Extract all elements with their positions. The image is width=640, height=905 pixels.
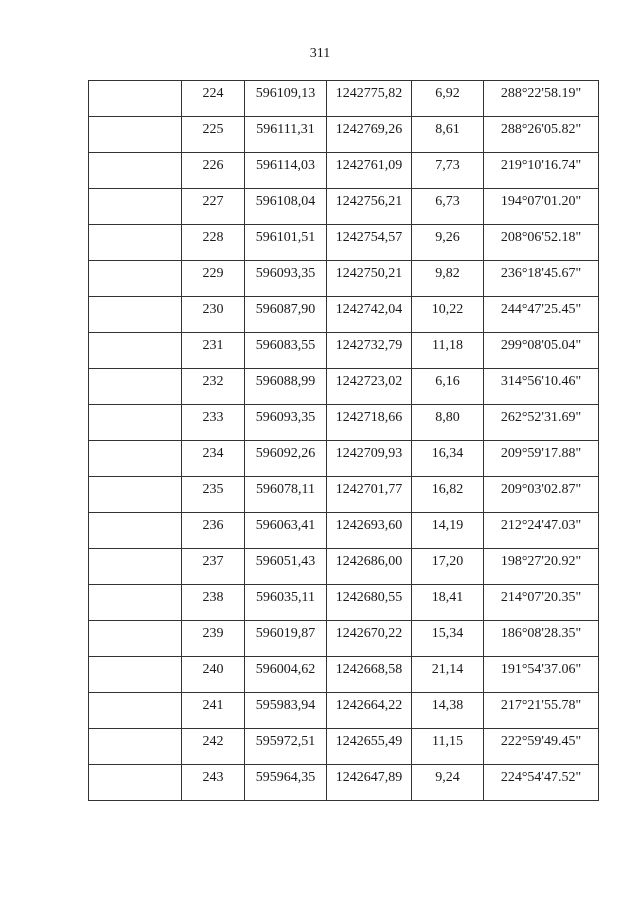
table-row xyxy=(89,441,599,477)
empty-cell xyxy=(89,477,182,513)
segment-length-cell: 16,34 xyxy=(412,441,484,477)
bearing-angle-cell: 288°26'05.82" xyxy=(484,117,599,153)
y-coordinate-cell: 1242709,93 xyxy=(327,441,412,477)
point-number-cell: 238 xyxy=(182,585,245,621)
point-number-cell: 234 xyxy=(182,441,245,477)
coordinates-table xyxy=(88,80,599,801)
y-coordinate-cell: 1242701,77 xyxy=(327,477,412,513)
point-number-cell: 228 xyxy=(182,225,245,261)
x-coordinate-cell: 596109,13 xyxy=(245,81,327,117)
y-coordinate-cell: 1242655,49 xyxy=(327,729,412,765)
table-row xyxy=(89,621,599,657)
y-coordinate-cell: 1242693,60 xyxy=(327,513,412,549)
point-number-cell: 235 xyxy=(182,477,245,513)
y-coordinate-cell: 1242761,09 xyxy=(327,153,412,189)
y-coordinate-cell: 1242742,04 xyxy=(327,297,412,333)
segment-length-cell: 9,26 xyxy=(412,225,484,261)
bearing-angle-cell: 219°10'16.74" xyxy=(484,153,599,189)
bearing-angle-cell: 314°56'10.46" xyxy=(484,369,599,405)
x-coordinate-cell: 596101,51 xyxy=(245,225,327,261)
bearing-angle-cell: 191°54'37.06" xyxy=(484,657,599,693)
empty-cell xyxy=(89,225,182,261)
empty-cell xyxy=(89,621,182,657)
empty-cell xyxy=(89,657,182,693)
empty-cell xyxy=(89,117,182,153)
table-row xyxy=(89,585,599,621)
point-number-cell: 237 xyxy=(182,549,245,585)
empty-cell xyxy=(89,765,182,801)
empty-cell xyxy=(89,297,182,333)
empty-cell xyxy=(89,729,182,765)
y-coordinate-cell: 1242756,21 xyxy=(327,189,412,225)
segment-length-cell: 6,16 xyxy=(412,369,484,405)
table-row xyxy=(89,189,599,225)
x-coordinate-cell: 596035,11 xyxy=(245,585,327,621)
y-coordinate-cell: 1242686,00 xyxy=(327,549,412,585)
x-coordinate-cell: 595964,35 xyxy=(245,765,327,801)
segment-length-cell: 10,22 xyxy=(412,297,484,333)
y-coordinate-cell: 1242754,57 xyxy=(327,225,412,261)
y-coordinate-cell: 1242664,22 xyxy=(327,693,412,729)
empty-cell xyxy=(89,585,182,621)
x-coordinate-cell: 596088,99 xyxy=(245,369,327,405)
segment-length-cell: 9,82 xyxy=(412,261,484,297)
x-coordinate-cell: 596108,04 xyxy=(245,189,327,225)
segment-length-cell: 8,61 xyxy=(412,117,484,153)
table-row xyxy=(89,513,599,549)
table-row xyxy=(89,153,599,189)
x-coordinate-cell: 595983,94 xyxy=(245,693,327,729)
bearing-angle-cell: 198°27'20.92" xyxy=(484,549,599,585)
x-coordinate-cell: 595972,51 xyxy=(245,729,327,765)
y-coordinate-cell: 1242769,26 xyxy=(327,117,412,153)
y-coordinate-cell: 1242680,55 xyxy=(327,585,412,621)
x-coordinate-cell: 596114,03 xyxy=(245,153,327,189)
segment-length-cell: 15,34 xyxy=(412,621,484,657)
y-coordinate-cell: 1242750,21 xyxy=(327,261,412,297)
x-coordinate-cell: 596051,43 xyxy=(245,549,327,585)
point-number-cell: 229 xyxy=(182,261,245,297)
bearing-angle-cell: 212°24'47.03" xyxy=(484,513,599,549)
table-row xyxy=(89,333,599,369)
table-row xyxy=(89,405,599,441)
empty-cell xyxy=(89,261,182,297)
segment-length-cell: 17,20 xyxy=(412,549,484,585)
bearing-angle-cell: 222°59'49.45" xyxy=(484,729,599,765)
empty-cell xyxy=(89,189,182,225)
point-number-cell: 240 xyxy=(182,657,245,693)
table-row xyxy=(89,225,599,261)
bearing-angle-cell: 194°07'01.20" xyxy=(484,189,599,225)
point-number-cell: 225 xyxy=(182,117,245,153)
page-number: 311 xyxy=(309,46,331,61)
x-coordinate-cell: 596092,26 xyxy=(245,441,327,477)
empty-cell xyxy=(89,549,182,585)
x-coordinate-cell: 596004,62 xyxy=(245,657,327,693)
bearing-angle-cell: 208°06'52.18" xyxy=(484,225,599,261)
point-number-cell: 227 xyxy=(182,189,245,225)
bearing-angle-cell: 244°47'25.45" xyxy=(484,297,599,333)
bearing-angle-cell: 262°52'31.69" xyxy=(484,405,599,441)
bearing-angle-cell: 217°21'55.78" xyxy=(484,693,599,729)
point-number-cell: 224 xyxy=(182,81,245,117)
empty-cell xyxy=(89,441,182,477)
y-coordinate-cell: 1242668,58 xyxy=(327,657,412,693)
segment-length-cell: 6,92 xyxy=(412,81,484,117)
y-coordinate-cell: 1242670,22 xyxy=(327,621,412,657)
y-coordinate-cell: 1242718,66 xyxy=(327,405,412,441)
x-coordinate-cell: 596078,11 xyxy=(245,477,327,513)
table-row xyxy=(89,297,599,333)
table-row xyxy=(89,477,599,513)
empty-cell xyxy=(89,153,182,189)
table-body xyxy=(89,81,599,801)
table-row xyxy=(89,261,599,297)
point-number-cell: 226 xyxy=(182,153,245,189)
table-row xyxy=(89,657,599,693)
segment-length-cell: 14,38 xyxy=(412,693,484,729)
point-number-cell: 243 xyxy=(182,765,245,801)
table-row xyxy=(89,729,599,765)
segment-length-cell: 8,80 xyxy=(412,405,484,441)
empty-cell xyxy=(89,405,182,441)
x-coordinate-cell: 596063,41 xyxy=(245,513,327,549)
empty-cell xyxy=(89,81,182,117)
point-number-cell: 242 xyxy=(182,729,245,765)
bearing-angle-cell: 209°03'02.87" xyxy=(484,477,599,513)
segment-length-cell: 7,73 xyxy=(412,153,484,189)
point-number-cell: 241 xyxy=(182,693,245,729)
y-coordinate-cell: 1242723,02 xyxy=(327,369,412,405)
segment-length-cell: 11,18 xyxy=(412,333,484,369)
x-coordinate-cell: 596093,35 xyxy=(245,261,327,297)
table-row xyxy=(89,117,599,153)
segment-length-cell: 6,73 xyxy=(412,189,484,225)
x-coordinate-cell: 596087,90 xyxy=(245,297,327,333)
bearing-angle-cell: 299°08'05.04" xyxy=(484,333,599,369)
empty-cell xyxy=(89,333,182,369)
empty-cell xyxy=(89,693,182,729)
empty-cell xyxy=(89,513,182,549)
segment-length-cell: 14,19 xyxy=(412,513,484,549)
point-number-cell: 231 xyxy=(182,333,245,369)
segment-length-cell: 11,15 xyxy=(412,729,484,765)
point-number-cell: 236 xyxy=(182,513,245,549)
table-row xyxy=(89,693,599,729)
point-number-cell: 233 xyxy=(182,405,245,441)
point-number-cell: 230 xyxy=(182,297,245,333)
table-row xyxy=(89,765,599,801)
y-coordinate-cell: 1242775,82 xyxy=(327,81,412,117)
bearing-angle-cell: 209°59'17.88" xyxy=(484,441,599,477)
segment-length-cell: 18,41 xyxy=(412,585,484,621)
x-coordinate-cell: 596111,31 xyxy=(245,117,327,153)
bearing-angle-cell: 236°18'45.67" xyxy=(484,261,599,297)
y-coordinate-cell: 1242647,89 xyxy=(327,765,412,801)
x-coordinate-cell: 596093,35 xyxy=(245,405,327,441)
bearing-angle-cell: 214°07'20.35" xyxy=(484,585,599,621)
table-row xyxy=(89,369,599,405)
y-coordinate-cell: 1242732,79 xyxy=(327,333,412,369)
segment-length-cell: 21,14 xyxy=(412,657,484,693)
x-coordinate-cell: 596019,87 xyxy=(245,621,327,657)
empty-cell xyxy=(89,369,182,405)
x-coordinate-cell: 596083,55 xyxy=(245,333,327,369)
bearing-angle-cell: 224°54'47.52" xyxy=(484,765,599,801)
table-row xyxy=(89,81,599,117)
segment-length-cell: 16,82 xyxy=(412,477,484,513)
table-row xyxy=(89,549,599,585)
bearing-angle-cell: 186°08'28.35" xyxy=(484,621,599,657)
bearing-angle-cell: 288°22'58.19" xyxy=(484,81,599,117)
segment-length-cell: 9,24 xyxy=(412,765,484,801)
point-number-cell: 239 xyxy=(182,621,245,657)
point-number-cell: 232 xyxy=(182,369,245,405)
